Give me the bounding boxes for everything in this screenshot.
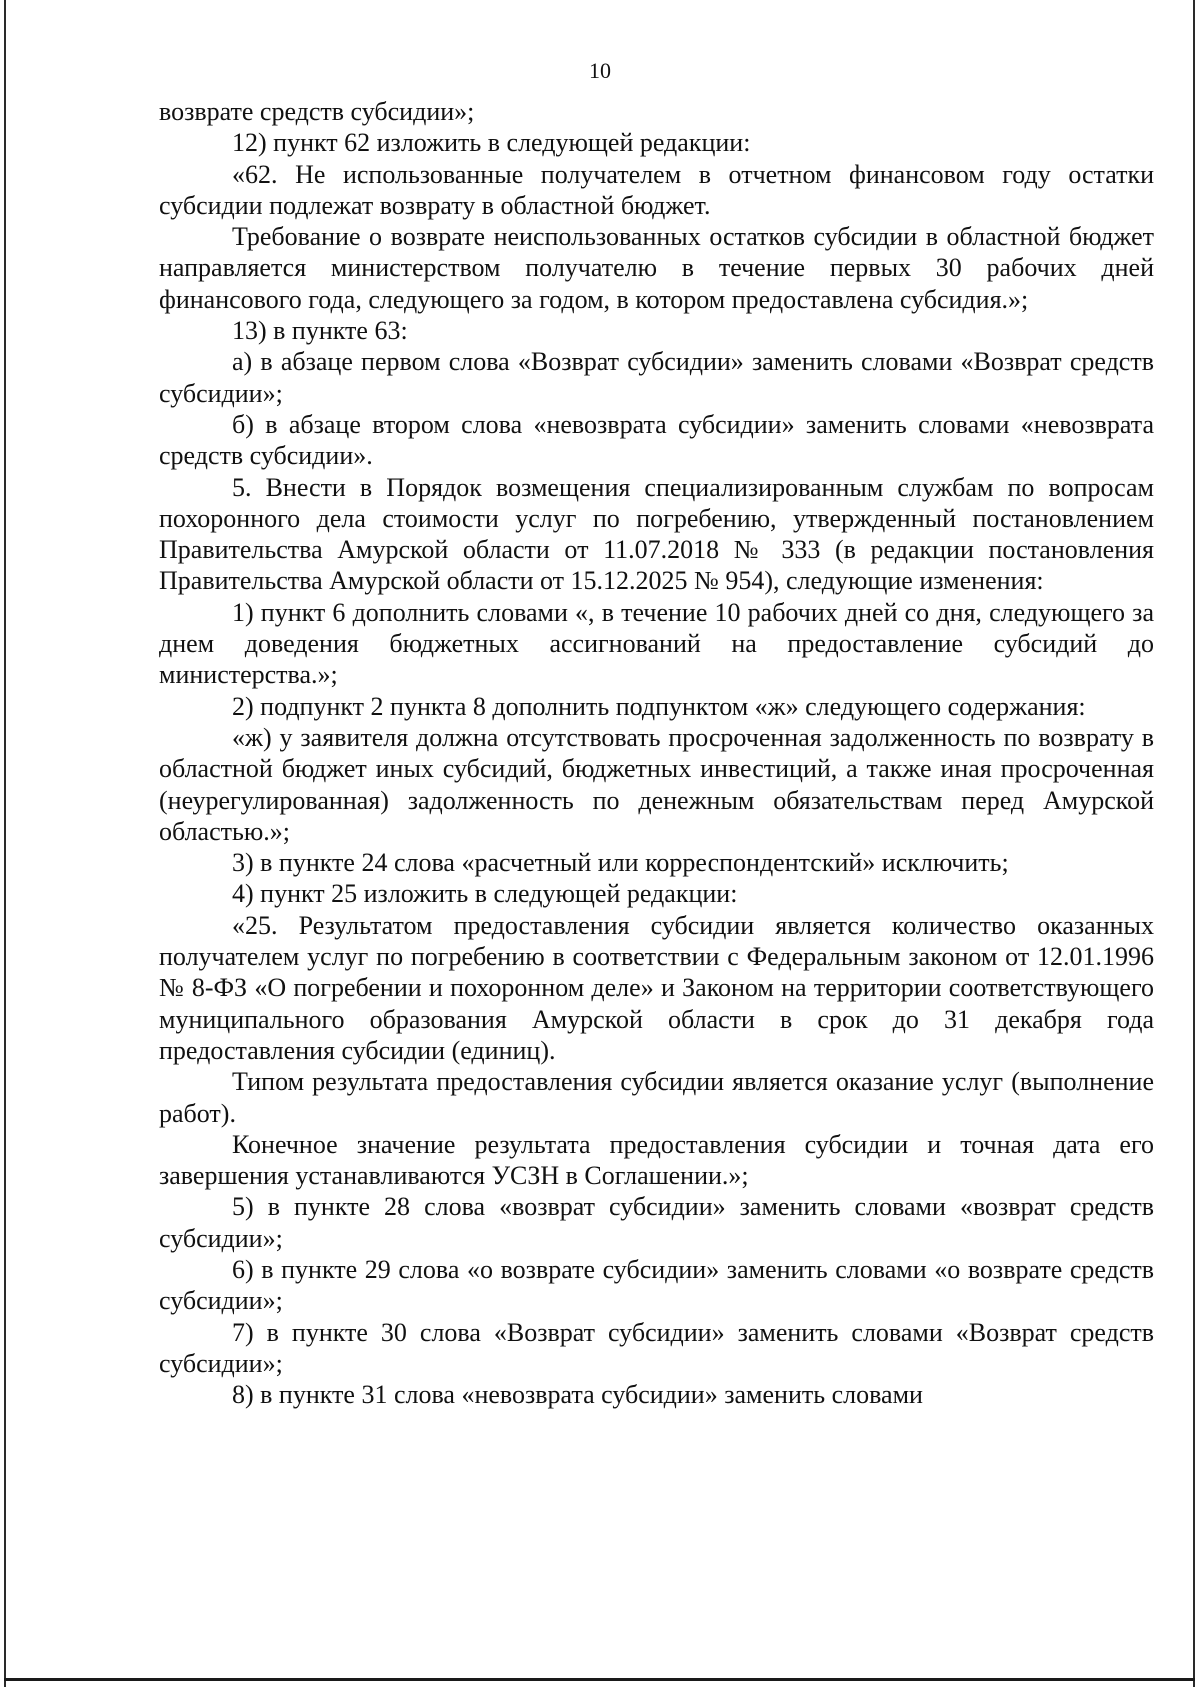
page-number: 10 bbox=[589, 58, 611, 83]
paragraph: «ж) у заявителя должна отсутствовать просроченная задолженность по возврату в областной бюджет иных субсидий, бюджетных инвестиций, а также иная просроченная (неурегулированная) задолженность по денежным обязательствам перед Амурской областью.»; bbox=[159, 722, 1154, 846]
paragraph: 12) пункт 62 изложить в следующей редакции: bbox=[232, 128, 751, 158]
paragraph: «25. Результатом предоставления субсидии является количество оказанных получателем услуг по погребению в соответствии с Федеральным законом от 12.01.1996 № 8-ФЗ «О погребении и похоронном деле» и Законом на территории соответствующего муниципального образования Амурской области в срок до 31 декабря года предоставления субсидии (единиц). bbox=[159, 910, 1154, 1065]
scan-border-left bbox=[4, 0, 6, 1687]
paragraph: 5) в пункте 28 слова «возврат субсидии» заменить словами «возврат средств субсидии»; bbox=[159, 1192, 1154, 1253]
paragraph: 8) в пункте 31 слова «невозврата субсидии» заменить словами bbox=[232, 1380, 923, 1410]
paragraph: возврате средств субсидии»; bbox=[159, 97, 475, 126]
scan-border-bottom bbox=[4, 1678, 1195, 1681]
paragraph: 5. Внести в Порядок возмещения специализированным службам по вопросам похоронного дела стоимости услуг по погребению, утвержденный постановлением Правительства Амурской области от 11.07.2018 № 333 (в редакции постановления Правительства Амурской области от 15.12.2025 № 954), следующие изменения: bbox=[159, 472, 1154, 596]
paragraph: Конечное значение результата предоставления субсидии и точная дата его завершения устанавливаются УСЗН в Соглашении.»; bbox=[159, 1129, 1154, 1191]
scan-border-right bbox=[1193, 0, 1195, 1687]
paragraph: Типом результата предоставления субсидии является оказание услуг (выполнение работ). bbox=[159, 1067, 1154, 1128]
paragraph: 2) подпункт 2 пункта 8 дополнить подпунктом «ж» следующего содержания: bbox=[232, 691, 1086, 721]
paragraph: б) в абзаце втором слова «невозврата субсидии» заменить словами «невозврата средств субсидии». bbox=[159, 409, 1154, 471]
paragraph: 13) в пункте 63: bbox=[232, 316, 408, 346]
paragraph: 7) в пункте 30 слова «Возврат субсидии» заменить словами «Возврат средств субсидии»; bbox=[159, 1317, 1154, 1378]
paragraph: «62. Не использованные получателем в отчетном финансовом году остатки субсидии подлежат возврату в областной бюджет. bbox=[159, 159, 1154, 220]
paragraph: 1) пункт 6 дополнить словами «, в течение 10 рабочих дней со дня, следующего за днем доведения бюджетных ассигнований на предоставление субсидий до министерства.»; bbox=[159, 597, 1154, 690]
paragraph: 3) в пункте 24 слова «расчетный или корреспондентский» исключить; bbox=[232, 848, 1009, 878]
document-body bbox=[159, 96, 1154, 1410]
paragraph: а) в абзаце первом слова «Возврат субсидии» заменить словами «Возврат средств субсидии»; bbox=[159, 347, 1154, 408]
paragraph: Требование о возврате неиспользованных остатков субсидии в областной бюджет направляется министерством получателю в течение первых 30 рабочих дней финансового года, следующего за годом, в котором предоставлена субсидия.»; bbox=[159, 222, 1154, 314]
paragraph: 4) пункт 25 изложить в следующей редакции: bbox=[232, 879, 738, 909]
paragraph: 6) в пункте 29 слова «о возврате субсидии» заменить словами «о возврате средств субсидии»; bbox=[159, 1254, 1154, 1316]
